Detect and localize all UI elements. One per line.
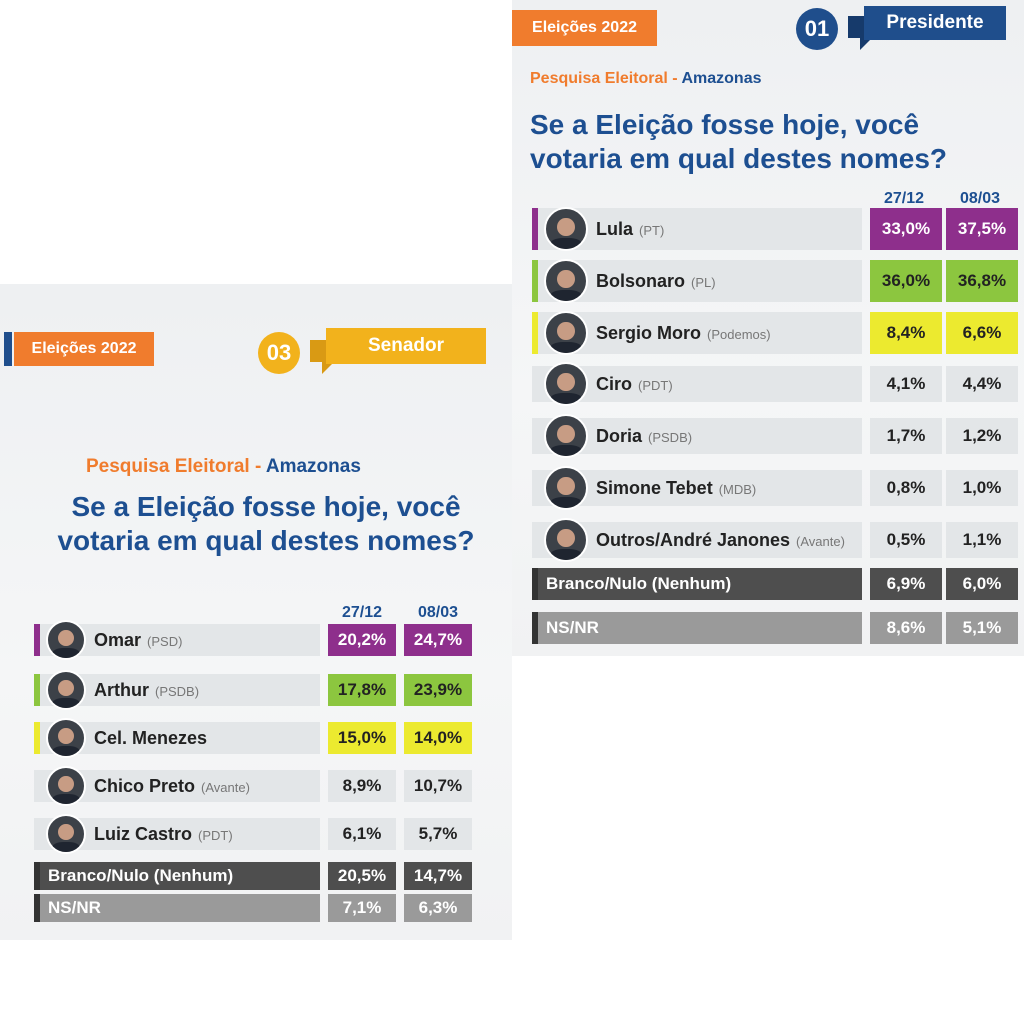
table-row xyxy=(532,522,1018,558)
suit-shape xyxy=(52,648,81,660)
candidate-party: (PSDB) xyxy=(155,684,200,699)
value-cell: 14,7% xyxy=(404,862,472,890)
candidate-photo-icon xyxy=(544,518,588,562)
table-row xyxy=(532,568,1018,600)
candidate-name xyxy=(596,522,845,558)
value-cell: 17,8% xyxy=(328,674,396,706)
value-cell: 24,7% xyxy=(404,624,472,656)
candidate-party: (PL) xyxy=(691,275,716,290)
suit-shape xyxy=(550,393,582,406)
poll-subtitle xyxy=(530,70,762,88)
tag-accent-bar xyxy=(4,332,12,366)
table-row xyxy=(34,862,472,890)
candidate-name-text: Outros/André Janones xyxy=(596,530,791,550)
table-row xyxy=(34,770,472,802)
value-cell: 1,2% xyxy=(946,418,1018,454)
value-cell: 6,9% xyxy=(870,568,942,600)
presidente-poll-panel xyxy=(512,0,1024,656)
candidate-photo-icon xyxy=(544,311,588,355)
value-cell: 33,0% xyxy=(870,208,942,250)
suit-shape xyxy=(52,746,81,758)
candidate-name xyxy=(48,862,233,890)
row-accent-bar xyxy=(34,818,40,850)
table-row xyxy=(34,818,472,850)
suit-shape xyxy=(52,698,81,710)
face-shape xyxy=(58,630,74,647)
candidate-name-text: Lula xyxy=(596,219,634,239)
candidate-name xyxy=(596,312,771,354)
value-cell: 0,5% xyxy=(870,522,942,558)
row-accent-bar xyxy=(34,862,40,890)
face-shape xyxy=(557,529,575,547)
candidate-name-text: Arthur xyxy=(94,680,149,700)
table-row xyxy=(532,260,1018,302)
candidate-name xyxy=(546,568,731,600)
poll-location: Amazonas xyxy=(681,70,762,87)
question-line-1: Se a Eleição fosse hoje, você xyxy=(530,109,920,140)
value-cell: 37,5% xyxy=(946,208,1018,250)
candidate-photo-icon xyxy=(46,718,86,758)
poll-subtitle xyxy=(86,456,361,478)
candidate-party: (PSD) xyxy=(147,634,183,649)
value-cell: 23,9% xyxy=(404,674,472,706)
face-shape xyxy=(557,425,575,443)
suit-shape xyxy=(52,842,81,854)
candidate-name-text: Omar xyxy=(94,630,142,650)
candidate-name-text: Luiz Castro xyxy=(94,824,193,844)
suit-shape xyxy=(550,497,582,510)
value-cell: 20,5% xyxy=(328,862,396,890)
candidate-photo-icon xyxy=(46,670,86,710)
candidate-name-text: Sergio Moro xyxy=(596,323,702,343)
value-cell: 1,7% xyxy=(870,418,942,454)
candidate-name xyxy=(48,894,101,922)
candidate-party: (MDB) xyxy=(718,482,757,497)
suit-shape xyxy=(550,445,582,458)
candidate-name-text: Branco/Nulo (Nenhum) xyxy=(546,574,732,593)
candidate-party: (Avante) xyxy=(796,534,845,549)
candidate-name-text: Ciro xyxy=(596,374,632,394)
candidate-name-text: Cel. Menezes xyxy=(94,728,208,748)
value-cell: 4,4% xyxy=(946,366,1018,402)
face-shape xyxy=(557,270,575,288)
row-accent-bar xyxy=(34,894,40,922)
candidate-name-text: Simone Tebet xyxy=(596,478,713,498)
value-cell: 6,1% xyxy=(328,818,396,850)
candidate-party: (PDT) xyxy=(638,378,673,393)
poll-org: Pesquisa Eleitoral xyxy=(530,70,668,87)
row-accent-bar xyxy=(532,312,538,354)
candidate-photo-icon xyxy=(544,207,588,251)
value-cell: 8,4% xyxy=(870,312,942,354)
poll-location: Amazonas xyxy=(265,456,361,477)
candidate-photo-icon xyxy=(46,814,86,854)
table-row xyxy=(532,470,1018,506)
candidate-name xyxy=(94,674,199,706)
candidate-name xyxy=(94,770,250,802)
candidate-name xyxy=(94,722,207,754)
office-number-badge: 03 xyxy=(258,332,300,374)
face-shape xyxy=(58,824,74,841)
candidate-name-text: Doria xyxy=(596,426,643,446)
candidate-party: (PDT) xyxy=(198,828,233,843)
column-date-2: 08/03 xyxy=(417,604,459,621)
row-accent-bar xyxy=(532,522,538,558)
value-cell: 5,7% xyxy=(404,818,472,850)
value-cell: 6,6% xyxy=(946,312,1018,354)
face-shape xyxy=(58,728,74,745)
candidate-photo-icon xyxy=(544,414,588,458)
senador-poll-panel xyxy=(0,284,512,940)
candidate-name-text: NS/NR xyxy=(546,618,599,637)
candidate-name-text: Chico Preto xyxy=(94,776,196,796)
candidate-party: (PSDB) xyxy=(648,430,693,445)
candidate-photo-icon xyxy=(46,620,86,660)
question-line-2: votaria em qual destes nomes? xyxy=(530,143,948,174)
value-cell: 0,8% xyxy=(870,470,942,506)
face-shape xyxy=(557,477,575,495)
candidate-name xyxy=(94,818,233,850)
suit-shape xyxy=(52,794,81,806)
candidate-photo-icon xyxy=(544,259,588,303)
candidate-name xyxy=(596,208,664,250)
office-label: Presidente xyxy=(864,6,1006,40)
candidate-photo-icon xyxy=(544,362,588,406)
office-label: Senador xyxy=(326,328,486,364)
row-accent-bar xyxy=(34,624,40,656)
subtitle-separator: - xyxy=(249,456,266,477)
value-cell: 20,2% xyxy=(328,624,396,656)
table-row xyxy=(532,312,1018,354)
value-cell: 8,6% xyxy=(870,612,942,644)
row-accent-bar xyxy=(532,208,538,250)
face-shape xyxy=(58,776,74,793)
value-cell: 1,1% xyxy=(946,522,1018,558)
election-tag: Eleições 2022 xyxy=(14,332,154,366)
value-cell: 14,0% xyxy=(404,722,472,754)
value-cell: 4,1% xyxy=(870,366,942,402)
candidate-name-text: NS/NR xyxy=(48,898,101,917)
candidate-name xyxy=(596,470,756,506)
poll-question xyxy=(46,490,486,558)
candidate-party: (PT) xyxy=(639,223,665,238)
value-cell: 36,8% xyxy=(946,260,1018,302)
candidate-name xyxy=(94,624,182,656)
poll-org: Pesquisa Eleitoral xyxy=(86,456,250,477)
candidate-name xyxy=(596,366,673,402)
row-accent-bar xyxy=(532,470,538,506)
table-row xyxy=(532,418,1018,454)
value-cell: 5,1% xyxy=(946,612,1018,644)
candidate-name-text: Bolsonaro xyxy=(596,271,686,291)
candidate-name xyxy=(596,418,692,454)
value-cell: 6,3% xyxy=(404,894,472,922)
value-cell: 36,0% xyxy=(870,260,942,302)
candidate-party: (Podemos) xyxy=(707,327,771,342)
candidate-photo-icon xyxy=(544,466,588,510)
column-date-1: 27/12 xyxy=(341,604,383,621)
table-row xyxy=(532,612,1018,644)
value-cell: 8,9% xyxy=(328,770,396,802)
candidate-name xyxy=(596,260,716,302)
candidate-name-text: Branco/Nulo (Nenhum) xyxy=(48,866,234,885)
value-cell: 10,7% xyxy=(404,770,472,802)
row-accent-bar xyxy=(532,260,538,302)
value-cell: 15,0% xyxy=(328,722,396,754)
row-accent-bar xyxy=(532,612,538,644)
value-cell: 6,0% xyxy=(946,568,1018,600)
poll-question xyxy=(530,108,1000,176)
table-row xyxy=(34,722,472,754)
face-shape xyxy=(557,373,575,391)
candidate-name xyxy=(546,612,599,644)
column-date-2: 08/03 xyxy=(959,190,1001,207)
row-accent-bar xyxy=(532,418,538,454)
table-row xyxy=(532,366,1018,402)
row-accent-bar xyxy=(34,674,40,706)
suit-shape xyxy=(550,549,582,562)
office-number-badge: 01 xyxy=(796,8,838,50)
face-shape xyxy=(557,218,575,236)
table-row xyxy=(532,208,1018,250)
face-shape xyxy=(557,322,575,340)
row-accent-bar xyxy=(532,568,538,600)
value-cell: 7,1% xyxy=(328,894,396,922)
row-accent-bar xyxy=(34,770,40,802)
row-accent-bar xyxy=(532,366,538,402)
candidate-party: (Avante) xyxy=(201,780,250,795)
question-line-2: votaria em qual destes nomes? xyxy=(57,525,475,556)
candidate-photo-icon xyxy=(46,766,86,806)
row-accent-bar xyxy=(34,722,40,754)
election-tag: Eleições 2022 xyxy=(512,10,657,46)
table-row xyxy=(34,624,472,656)
subtitle-separator: - xyxy=(667,70,682,87)
column-date-1: 27/12 xyxy=(883,190,925,207)
table-row xyxy=(34,894,472,922)
question-line-1: Se a Eleição fosse hoje, você xyxy=(71,491,461,522)
table-row xyxy=(34,674,472,706)
value-cell: 1,0% xyxy=(946,470,1018,506)
face-shape xyxy=(58,680,74,697)
